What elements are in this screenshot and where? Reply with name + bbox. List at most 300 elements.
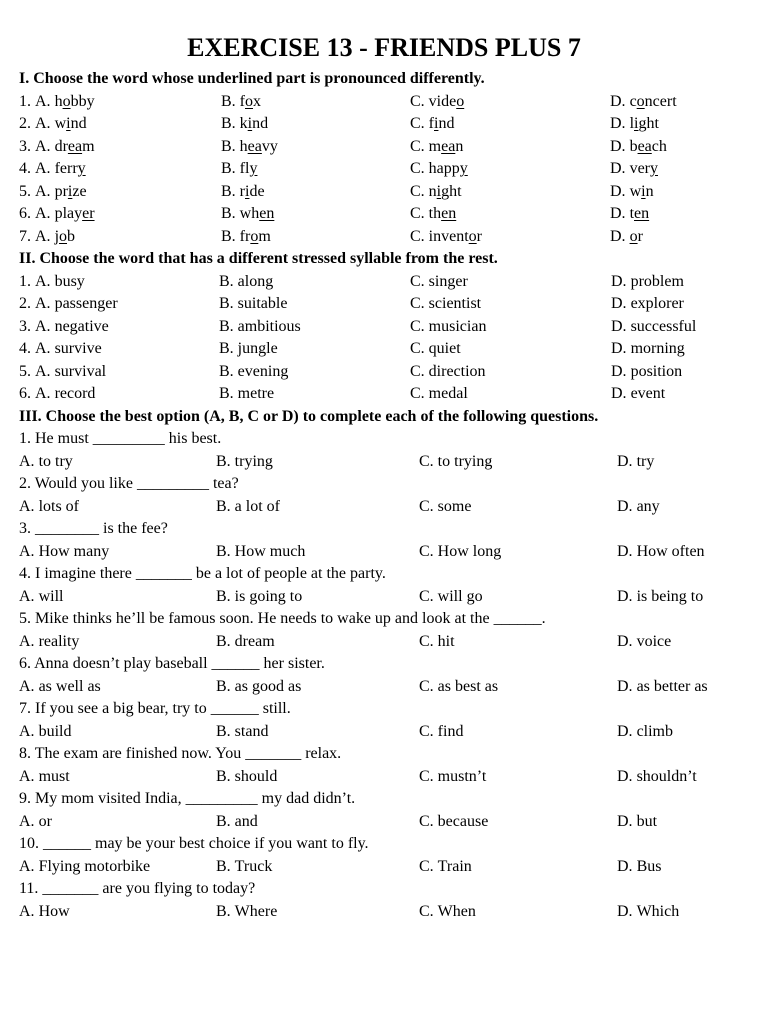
question-stem: 4. I imagine there _______ be a lot of people at the party. — [19, 565, 386, 582]
option-word — [39, 723, 72, 740]
word-part: l — [629, 115, 635, 132]
option-label: D. — [617, 677, 633, 695]
word-part: How — [38, 902, 70, 920]
option-label: C. — [419, 632, 434, 650]
option-word — [240, 228, 271, 245]
question-row — [0, 586, 768, 608]
question-row — [0, 451, 768, 473]
question-row — [0, 158, 768, 180]
option-label: D. — [617, 497, 633, 515]
answer-option — [216, 451, 273, 473]
word-part: m — [258, 227, 271, 245]
option-word — [55, 160, 86, 177]
option-label: A. — [35, 182, 51, 200]
option-word — [630, 138, 667, 155]
question-stem: 11. _______ are you flying to today? — [19, 880, 256, 897]
option-label: C. — [419, 902, 434, 920]
question-number: 1. — [19, 92, 31, 110]
option-word — [631, 385, 666, 402]
word-part: How many — [38, 542, 110, 560]
option-label: A. — [35, 137, 51, 155]
option-word — [429, 363, 486, 380]
answer-option — [611, 316, 696, 338]
underlined-letters: i — [247, 115, 253, 132]
option-word — [55, 93, 95, 110]
option-label: A. — [19, 677, 35, 695]
word-part: Truck — [234, 857, 273, 875]
word-part: to try — [38, 452, 73, 470]
underlined-letters: o — [245, 92, 253, 110]
underlined-letters: i — [66, 115, 71, 132]
underlined-letters: o — [636, 92, 645, 110]
answer-option — [419, 766, 486, 788]
option-label: A. — [19, 812, 35, 830]
question-row — [0, 293, 768, 315]
option-word — [39, 453, 73, 470]
option-label: D. — [617, 767, 633, 785]
option-label: B. — [221, 92, 236, 110]
option-label: B. — [219, 295, 234, 312]
underlined-letters: o — [468, 227, 477, 245]
option-label: A. — [19, 902, 35, 920]
option-label: C. — [410, 272, 425, 290]
section-heading: I. Choose the word whose underlined part is pronounced differently. — [19, 70, 485, 87]
word-part: w — [629, 182, 642, 200]
question-stem: 8. The exam are finished now. You _______ relax. — [19, 745, 342, 762]
option-label: A. — [19, 632, 35, 650]
answer-option — [19, 113, 87, 135]
word-part: de — [249, 182, 265, 200]
answer-option — [617, 541, 705, 563]
option-label: D. — [610, 182, 626, 200]
option-word — [235, 543, 306, 560]
word-part: b — [67, 227, 76, 245]
option-label: D. — [610, 227, 626, 245]
option-word — [637, 543, 705, 560]
option-word — [55, 205, 95, 222]
question-row — [0, 856, 768, 878]
option-word — [438, 543, 502, 560]
option-label: A. — [19, 722, 35, 740]
question-number: 1. — [19, 272, 31, 290]
question-stem: 5. Mike thinks he’ll be famous soon. He needs to wake up and look at the ______. — [19, 610, 546, 627]
word-part: th — [428, 205, 442, 222]
word-part: along — [237, 272, 274, 290]
answer-option — [19, 361, 106, 383]
question-stem: 10. ______ may be your best choice if you want to fly. — [19, 835, 369, 852]
answer-option — [19, 451, 73, 473]
option-word — [438, 858, 472, 875]
word-part: ver — [629, 160, 650, 177]
answer-option — [410, 136, 463, 158]
option-word — [630, 93, 677, 110]
word-part: m — [82, 137, 95, 155]
option-label: B. — [219, 362, 234, 380]
answer-option — [19, 271, 85, 293]
option-word — [630, 115, 659, 132]
option-word — [235, 858, 273, 875]
question-row — [0, 91, 768, 113]
option-label: D. — [611, 340, 627, 357]
word-part: Which — [636, 902, 680, 920]
underlined-letters: i — [634, 115, 639, 132]
word-part: shouldn’t — [636, 767, 697, 785]
option-label: C. — [410, 227, 425, 245]
word-part: musician — [428, 317, 487, 335]
option-label: C. — [410, 362, 425, 380]
answer-option — [216, 676, 301, 698]
answer-option — [221, 181, 265, 203]
word-part: invent — [428, 227, 469, 245]
word-part: h — [54, 92, 63, 110]
underlined-letters: o — [629, 227, 638, 245]
word-part: b — [629, 137, 638, 155]
option-word — [238, 295, 288, 312]
option-label: B. — [216, 587, 231, 605]
word-part: explorer — [630, 295, 684, 312]
option-word — [238, 385, 274, 402]
word-part: build — [38, 722, 72, 740]
option-word — [438, 453, 493, 470]
word-part: wh — [239, 205, 260, 222]
option-word — [429, 273, 468, 290]
answer-option — [221, 113, 268, 135]
option-label: B. — [221, 205, 236, 222]
answer-option — [610, 226, 643, 248]
underlined-letters: o — [250, 227, 259, 245]
word-part: c — [629, 92, 637, 110]
word-part: climb — [636, 722, 673, 740]
word-part: scientist — [428, 295, 482, 312]
question-stem: 3. ________ is the fee? — [19, 520, 168, 537]
option-label: C. — [419, 542, 434, 560]
word-part: ch — [651, 137, 667, 155]
option-word — [630, 160, 658, 177]
answer-option — [410, 181, 462, 203]
word-part: as good as — [234, 677, 302, 695]
answer-option — [617, 721, 673, 743]
option-label: C. — [410, 340, 425, 357]
option-label: D. — [611, 272, 627, 290]
word-part: k — [239, 115, 248, 132]
option-word — [235, 453, 273, 470]
answer-option — [19, 541, 109, 563]
word-part: reality — [38, 632, 80, 650]
option-label: A. — [19, 587, 35, 605]
option-word — [438, 588, 483, 605]
word-part: voice — [636, 632, 672, 650]
option-label: A. — [35, 272, 51, 290]
underlined-letters: i — [436, 182, 442, 200]
word-part: pr — [54, 182, 68, 200]
option-label: D. — [610, 137, 626, 155]
answer-option — [216, 496, 280, 518]
answer-option — [617, 766, 697, 788]
underlined-letters: ea — [637, 137, 652, 155]
option-word — [240, 115, 268, 132]
option-word — [438, 633, 455, 650]
answer-option — [19, 316, 109, 338]
option-label: C. — [419, 857, 434, 875]
word-part: How often — [636, 542, 705, 560]
option-word — [39, 813, 52, 830]
answer-option — [419, 541, 501, 563]
answer-option — [219, 361, 288, 383]
question-number: 2. — [19, 295, 31, 312]
option-word — [39, 588, 64, 605]
option-label: C. — [410, 137, 425, 155]
underlined-letters: y — [650, 160, 658, 177]
option-label: D. — [611, 317, 627, 335]
section-heading: III. Choose the best option (A, B, C or D) to complete each of the following questions. — [19, 407, 599, 425]
word-part: problem — [630, 272, 684, 290]
word-part: is being to — [636, 587, 704, 605]
option-label: A. — [35, 317, 51, 335]
word-part: mustn’t — [437, 767, 487, 785]
answer-option — [19, 901, 70, 923]
option-word — [238, 340, 278, 357]
word-part: happ — [428, 160, 460, 177]
option-word — [429, 385, 468, 402]
option-word — [637, 903, 680, 920]
option-word — [438, 813, 489, 830]
option-word — [429, 93, 465, 110]
option-label: D. — [617, 902, 633, 920]
answer-option — [216, 901, 277, 923]
underlined-letters: o — [59, 227, 68, 245]
answer-option — [410, 316, 486, 338]
option-label: A. — [35, 205, 51, 222]
word-part: nd — [252, 115, 269, 132]
option-word — [235, 813, 258, 830]
option-word — [630, 228, 643, 245]
option-label: A. — [35, 295, 51, 312]
word-part: nd — [70, 115, 87, 132]
option-word — [631, 363, 683, 380]
option-label: A. — [35, 340, 51, 357]
option-label: C. — [410, 182, 425, 200]
option-label: C. — [419, 587, 434, 605]
answer-option — [419, 676, 498, 698]
word-part: a lot of — [234, 497, 280, 515]
option-label: C. — [419, 722, 434, 740]
answer-option — [410, 361, 486, 383]
option-label: D. — [610, 160, 626, 177]
answer-option — [19, 811, 52, 833]
option-word — [55, 273, 85, 290]
answer-option — [219, 383, 274, 405]
option-word — [631, 295, 684, 312]
answer-option — [419, 811, 488, 833]
word-part: ght — [638, 115, 659, 132]
option-label: B. — [219, 340, 234, 357]
question-row — [0, 181, 768, 203]
option-word — [235, 633, 275, 650]
option-label: D. — [617, 632, 633, 650]
option-word — [637, 768, 697, 785]
word-part: Train — [437, 857, 472, 875]
question-row — [0, 316, 768, 338]
answer-option — [617, 676, 708, 698]
option-word — [39, 858, 151, 875]
word-part: some — [437, 497, 472, 515]
option-label: C. — [410, 317, 425, 335]
option-word — [637, 633, 672, 650]
word-part: r — [239, 182, 245, 200]
underlined-letters: i — [434, 115, 439, 132]
underlined-letters: i — [245, 182, 250, 200]
option-word — [235, 678, 302, 695]
option-word — [55, 138, 95, 155]
answer-option — [410, 158, 468, 180]
option-word — [429, 340, 461, 357]
answer-option — [419, 901, 476, 923]
word-part: ncert — [644, 92, 677, 110]
question-number: 5. — [19, 362, 31, 380]
answer-option — [611, 361, 682, 383]
underlined-letters: en — [634, 205, 650, 222]
option-word — [429, 115, 455, 132]
option-label: B. — [216, 857, 231, 875]
word-part: position — [630, 362, 683, 380]
answer-option — [410, 226, 482, 248]
underlined-letters: y — [77, 160, 86, 177]
underlined-letters: ea — [247, 137, 262, 155]
option-label: C. — [419, 767, 434, 785]
option-word — [39, 633, 80, 650]
word-part: as better as — [636, 677, 708, 695]
option-word — [630, 183, 654, 200]
option-label: A. — [35, 115, 51, 132]
question-row — [0, 338, 768, 360]
answer-option — [611, 383, 665, 405]
option-word — [637, 723, 673, 740]
word-part: n — [428, 182, 437, 200]
word-part: any — [636, 497, 660, 515]
answer-option — [216, 631, 275, 653]
option-label: C. — [410, 160, 425, 177]
option-label: B. — [219, 317, 234, 335]
option-word — [240, 183, 265, 200]
answer-option — [219, 338, 278, 360]
option-word — [238, 273, 274, 290]
answer-option — [19, 91, 95, 113]
word-part: passenger — [54, 295, 118, 312]
option-label: D. — [617, 452, 633, 470]
question-number: 2. — [19, 115, 31, 132]
answer-option — [611, 293, 684, 315]
word-part: hit — [437, 632, 455, 650]
option-word — [429, 183, 462, 200]
question-row — [0, 271, 768, 293]
word-part: negative — [54, 317, 109, 335]
option-label: D. — [611, 385, 627, 402]
word-part: x — [253, 92, 261, 110]
answer-option — [610, 203, 649, 225]
answer-option — [617, 586, 703, 608]
word-part: find — [437, 722, 464, 740]
option-label: A. — [35, 227, 51, 245]
option-label: B. — [216, 632, 231, 650]
word-part: Bus — [636, 857, 662, 875]
word-part: ferr — [54, 160, 78, 177]
option-word — [55, 340, 102, 357]
word-part: dream — [234, 632, 275, 650]
answer-option — [611, 271, 684, 293]
answer-option — [216, 586, 302, 608]
option-word — [429, 138, 464, 155]
question-row — [0, 541, 768, 563]
option-word — [429, 295, 481, 312]
option-label: C. — [410, 205, 425, 222]
answer-option — [19, 226, 75, 248]
option-word — [438, 498, 472, 515]
answer-option — [221, 158, 257, 180]
word-part: as best as — [437, 677, 499, 695]
option-label: D. — [610, 115, 626, 132]
option-label: A. — [35, 92, 51, 110]
question-row — [0, 383, 768, 405]
word-part: and — [234, 812, 258, 830]
answer-option — [617, 451, 654, 473]
underlined-letters: i — [641, 182, 646, 200]
answer-option — [617, 496, 660, 518]
underlined-letters: o — [62, 92, 71, 110]
option-label: D. — [611, 362, 627, 380]
word-part: f — [239, 92, 245, 110]
answer-option — [419, 496, 471, 518]
option-label: D. — [617, 542, 633, 560]
option-label: B. — [216, 902, 231, 920]
option-word — [429, 160, 468, 177]
option-label: C. — [419, 812, 434, 830]
option-label: B. — [221, 115, 236, 132]
answer-option — [219, 293, 287, 315]
answer-option — [221, 136, 278, 158]
option-label: C. — [410, 115, 425, 132]
question-number: 4. — [19, 340, 31, 357]
word-part: n — [455, 137, 464, 155]
word-part: lots of — [38, 497, 80, 515]
option-label: A. — [19, 857, 35, 875]
word-part: j — [54, 227, 60, 245]
word-part: record — [54, 385, 96, 402]
answer-option — [19, 676, 101, 698]
underlined-letters: en — [259, 205, 275, 222]
section-heading: II. Choose the word that has a different stressed syllable from the rest. — [19, 250, 498, 267]
option-word — [637, 678, 708, 695]
option-word — [429, 205, 457, 222]
word-part: dr — [54, 137, 68, 155]
option-label: B. — [216, 812, 231, 830]
word-part: singer — [428, 272, 468, 290]
answer-option — [19, 496, 79, 518]
question-stem: 2. Would you like _________ tea? — [19, 475, 239, 492]
word-part: trying — [234, 452, 273, 470]
word-part: m — [428, 137, 442, 155]
option-word — [429, 318, 487, 335]
option-word — [55, 228, 75, 245]
option-label: B. — [219, 385, 234, 402]
answer-option — [221, 91, 261, 113]
word-part: How much — [234, 542, 306, 560]
option-label: B. — [216, 452, 231, 470]
word-part: When — [437, 902, 476, 920]
word-part: ze — [72, 182, 87, 200]
option-word — [238, 363, 289, 380]
question-row — [0, 496, 768, 518]
option-word — [637, 498, 660, 515]
